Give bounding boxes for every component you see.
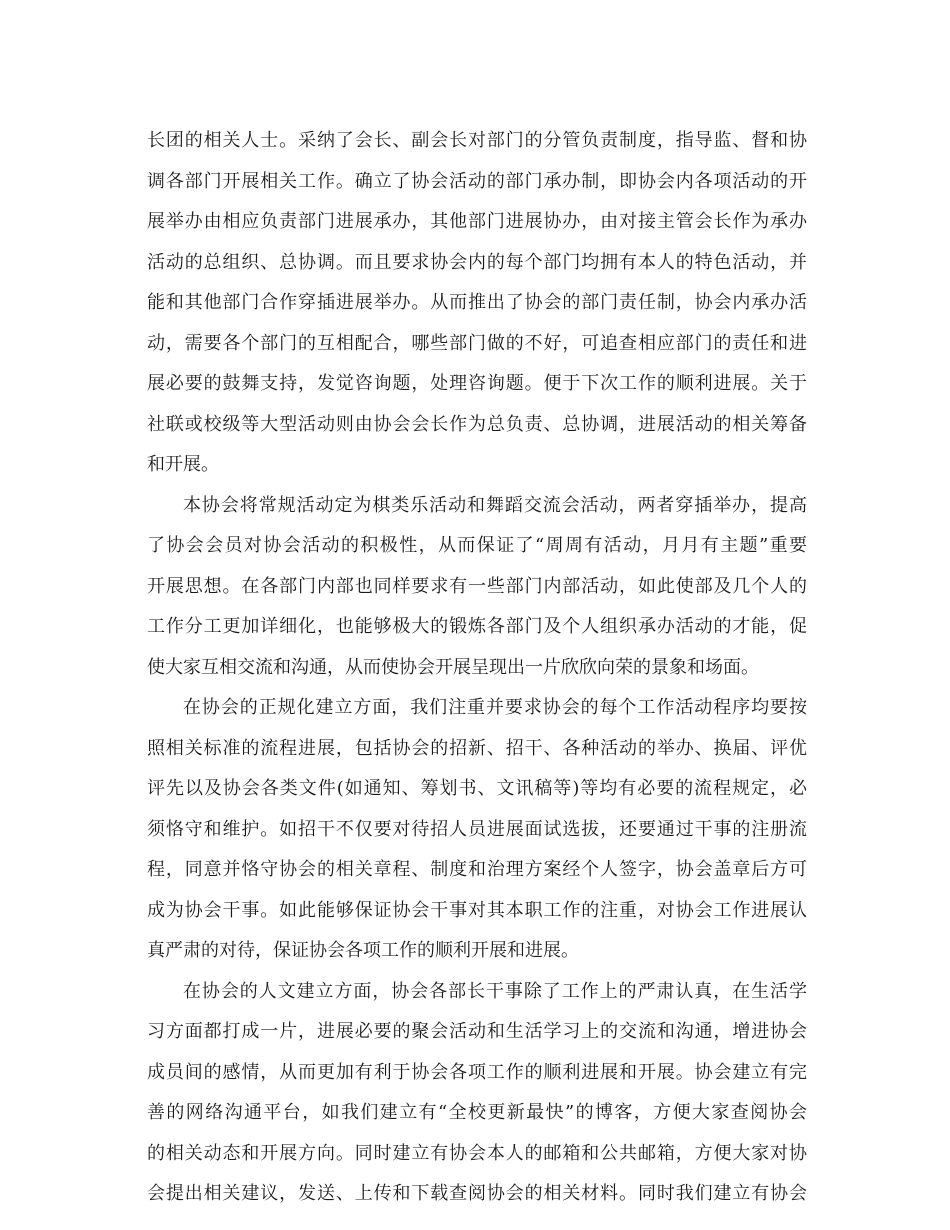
paragraph-2 xyxy=(147,486,807,689)
text-line: 开展思想。在各部门内部也同样要求有一些部门内部活动，如此使部及几个人的 xyxy=(147,575,807,597)
text-line: 成为协会干事。如此能够保证协会干事对其本职工作的注重，对协会工作进展认 xyxy=(147,899,807,921)
text-line: 须恪守和维护。如招干不仅要对待招人员进展面试选拔，还要通过干事的注册流 xyxy=(147,818,807,840)
paragraph-3 xyxy=(147,688,807,972)
paragraph-4 xyxy=(147,972,807,1215)
text-line: 能和其他部门合作穿插进展举办。从而推出了协会的部门责任制，协会内承办活 xyxy=(147,292,807,313)
text-line: 展必要的鼓舞支持，发觉咨询题，处理咨询题。便于下次工作的顺利进展。关于 xyxy=(147,373,807,394)
text-line: 展举办由相应负责部门进展承办，其他部门进展协办，由对接主管会长作为承办 xyxy=(147,211,807,232)
text-line: 习方面都打成一片，进展必要的聚会活动和生活学习上的交流和沟通，增进协会 xyxy=(147,1021,807,1042)
text-line: 调各部门开展相关工作。确立了协会活动的部门承办制，即协会内各项活动的开 xyxy=(147,170,807,192)
text-line: 长团的相关人士。采纳了会长、副会长对部门的分管负责制度，指导监、督和协 xyxy=(147,130,807,151)
text-line: 照相关标准的流程进展，包括协会的招新、招干、各种活动的举办、换届、评优 xyxy=(147,737,807,759)
text-line: 活动的总组织、总协调。而且要求协会内的每个部门均拥有本人的特色活动，并 xyxy=(147,251,807,273)
text-line: 和开展。 xyxy=(147,454,219,475)
text-line: 了协会会员对协会活动的积极性，从而保证了“周周有活动，月月有主题”重要 xyxy=(147,535,807,556)
text-line: 会提出相关建议，发送、上传和下载查阅协会的相关材料。同时我们建立有协会 xyxy=(147,1183,807,1204)
text-line: 善的网络沟通平台，如我们建立有“全校更新最快”的博客，方便大家查阅协会 xyxy=(147,1102,807,1123)
text-line: 本协会将常规活动定为棋类乐活动和舞蹈交流会活动，两者穿插举办，提高 xyxy=(183,494,807,516)
text-line: 成员间的感情，从而更加有利于协会各项工作的顺利进展和开展。协会建立有完 xyxy=(147,1061,807,1083)
text-line: 程，同意并恪守协会的相关章程、制度和治理方案经个人签字，协会盖章后方可 xyxy=(147,859,807,880)
text-line: 工作分工更加详细化，也能够极大的锻炼各部门及个人组织承办活动的才能，促 xyxy=(147,616,807,637)
text-line: 在协会的正规化建立方面，我们注重并要求协会的每个工作活动程序均要按 xyxy=(183,697,807,718)
text-line: 动，需要各个部门的互相配合，哪些部门做的不好，可追查相应部门的责任和进 xyxy=(147,332,807,354)
document-body xyxy=(147,121,807,1215)
text-line: 在协会的人文建立方面，协会各部长干事除了工作上的严肃认真，在生活学 xyxy=(183,980,807,1002)
text-line: 社联或校级等大型活动则由协会会长作为总负责、总协调，进展活动的相关筹备 xyxy=(147,413,807,435)
paragraph-1 xyxy=(147,121,807,486)
text-line: 评先以及协会各类文件(如通知、筹划书、文讯稿等)等均有必要的流程规定，必 xyxy=(147,778,807,799)
text-line: 使大家互相交流和沟通，从而使协会开展呈现出一片欣欣向荣的景象和场面。 xyxy=(147,656,759,678)
text-line: 真严肃的对待，保证协会各项工作的顺利开展和进展。 xyxy=(147,940,579,961)
text-line: 的相关动态和开展方向。同时建立有协会本人的邮箱和公共邮箱，方便大家对协 xyxy=(147,1142,807,1164)
